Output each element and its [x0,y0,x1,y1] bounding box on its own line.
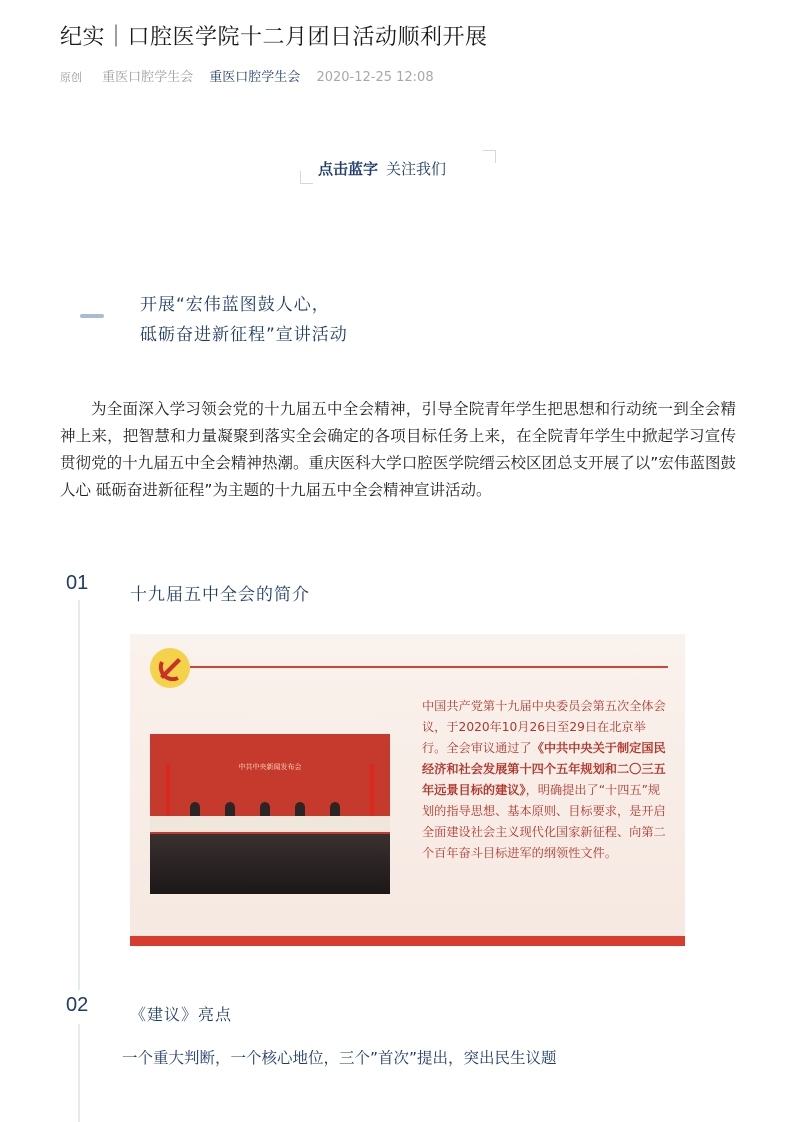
bottom-bar [130,936,685,946]
section-title: 十九届五中全会的简介 [130,585,310,605]
person [225,802,235,816]
publish-time: 2020-12-25 12:08 [316,70,434,85]
divider-line [190,666,668,668]
heading-bar [80,314,104,318]
heading-line-2: 砥砺奋进新征程”宣讲活动 [140,325,348,345]
author-name: 重医口腔学生会 [102,70,194,85]
press-conference-photo [150,734,390,894]
section-text: 一个重大判断，一个核心地位，三个”首次”提出，突出民生议题 [122,1049,557,1067]
follow-banner[interactable] [300,150,496,184]
corner-decoration [300,171,313,184]
section-number: 01 [66,572,89,594]
audience [150,834,390,894]
flag-icon [166,764,170,824]
person [330,802,340,816]
corner-decoration [483,150,496,163]
follow-bold: 点击蓝字 [318,160,379,178]
intro-paragraph: 为全面深入学习领会党的十九届五中全会精神，引导全院青年学生把思想和行动统一到全会精神上来，把智慧和力量凝聚到落实全会确定的各项目标任务上来，在全院青年学生中掀起学习宣传贯彻党的十九届五中全会精神热潮。重庆医科大学口腔医学院缙云校区团总支开展了以”宏伟蓝图鼓人心 砥砺奋进新征程”为主题的十九届五中全会精神宣讲活动。 [60,400,736,499]
conference-banner: 中共中央新闻发布会 [238,763,302,771]
article-meta [60,66,446,85]
follow-text [318,158,446,179]
section-number: 02 [66,994,89,1016]
timeline-line [78,600,80,990]
flag-icon [370,764,374,824]
plenum-infographic [130,634,685,946]
person [260,802,270,816]
section-title: 《建议》亮点 [130,1005,233,1024]
party-emblem-icon [148,646,192,690]
article-title: 纪实｜口腔医学院十二月团日活动顺利开展 [60,25,488,50]
account-link[interactable]: 重医口腔学生会 [209,70,301,85]
conference-table [150,816,390,832]
heading-line-1: 开展“宏伟蓝图鼓人心， [140,295,330,315]
plenum-description: 中国共产党第十九届中央委员会第五次全体会议，于2020年10月26日至29日在北京举行。全会审议通过了《中共中央关于制定国民经济和社会发展第十四个五年规划和二〇三五年远景目标的建议》，明确提出了“十四五”规划的指导思想、基本原则、目标要求，是开启全面建设社会主义现代化国家新征程、向第二个百年奋斗目标进军的纲领性文件。 [422,699,666,860]
timeline-line [78,1024,80,1122]
person [190,802,200,816]
follow-label: 关注我们 [386,160,447,178]
original-tag: 原创 [60,71,82,84]
person [295,802,305,816]
